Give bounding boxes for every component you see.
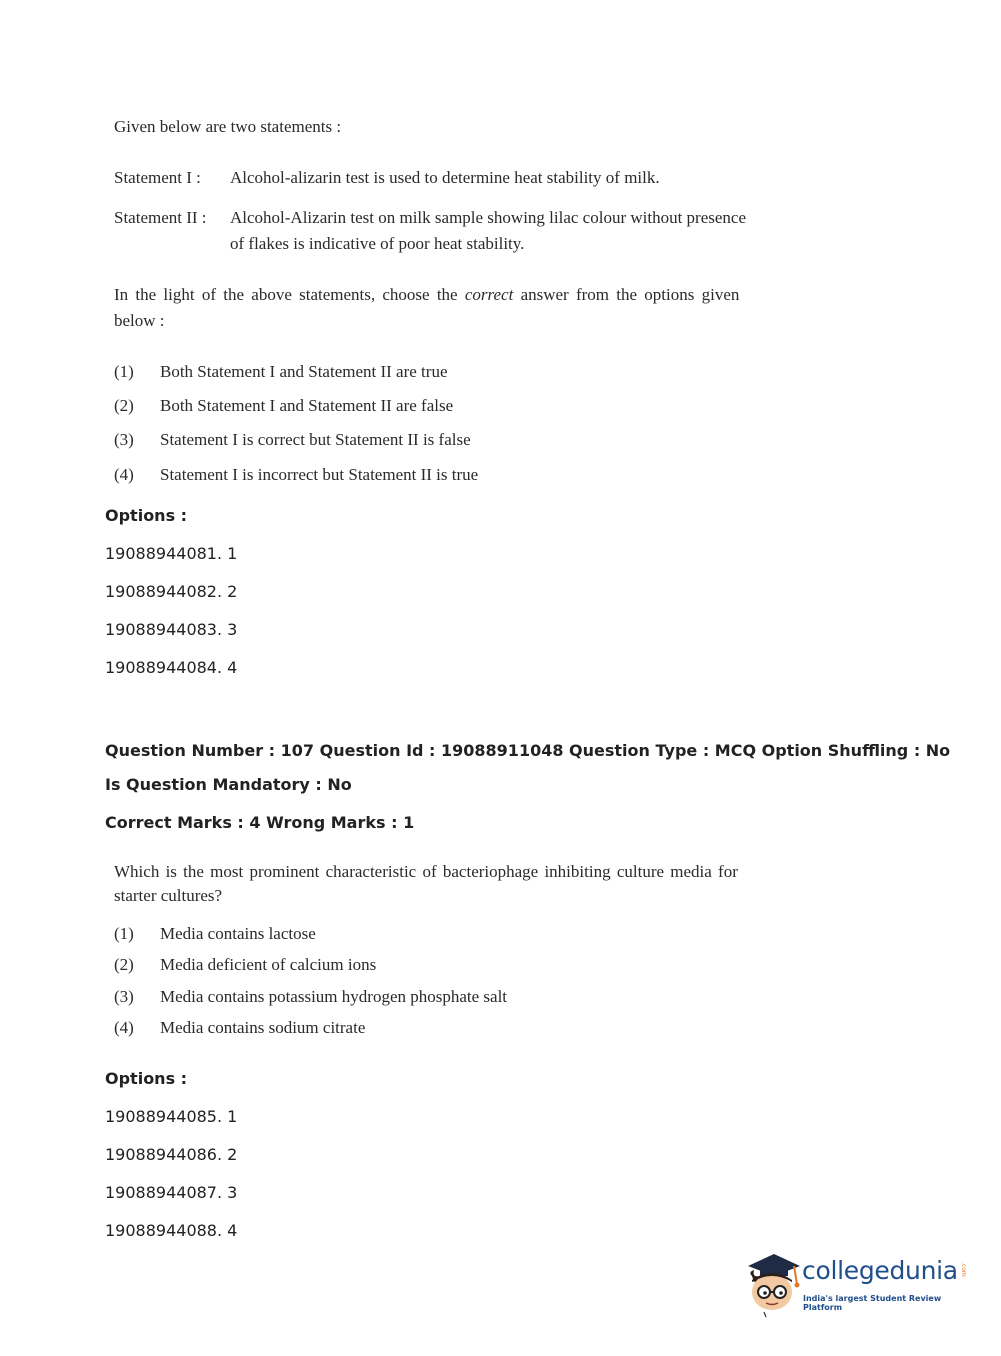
option-id-3: 19088944083. 3: [105, 620, 238, 639]
instruction-pre: In the light of the above statements, choose the: [114, 285, 465, 304]
logo-name: collegedunia: [802, 1256, 958, 1285]
choice-text: Statement I is incorrect but Statement II is true: [160, 465, 479, 484]
question-meta-line1: Question Number : 107 Question Id : 19088911048 Question Type : MCQ Option Shuffling : No: [105, 741, 951, 760]
choice-text: Media contains lactose: [160, 924, 316, 943]
option-id-6: 19088944086. 2: [105, 1145, 238, 1164]
question-meta-line2: Is Question Mandatory : No: [105, 775, 352, 794]
options-heading: Options :: [105, 506, 188, 525]
choice-4: [114, 1018, 365, 1038]
instruction-post: answer from the options given: [513, 285, 740, 304]
choice-3: [114, 987, 507, 1007]
statement1-label: Statement I :: [114, 168, 201, 187]
choice-text: Both Statement I and Statement II are false: [160, 396, 454, 415]
choice-number: (4): [114, 1018, 134, 1037]
statement1-text: Alcohol-alizarin test is used to determine heat stability of milk.: [230, 168, 660, 187]
choice-1: [114, 924, 316, 944]
option-id-7: 19088944087. 3: [105, 1183, 238, 1202]
statement2-label: Statement II :: [114, 208, 207, 227]
intro-text: Given below are two statements :: [114, 117, 342, 136]
question-text-line2: starter cultures?: [114, 886, 223, 905]
choice-number: (2): [114, 955, 134, 974]
choice-number: (1): [114, 362, 134, 381]
choice-1: [114, 362, 448, 382]
option-id-2: 19088944082. 2: [105, 582, 238, 601]
option-id-8: 19088944088. 4: [105, 1221, 238, 1240]
choice-text: Statement I is correct but Statement II is false: [160, 430, 471, 449]
logo-com: .com: [960, 1262, 967, 1277]
choice-number: (3): [114, 987, 134, 1006]
instruction-line2: below :: [114, 311, 165, 330]
choice-text: Both Statement I and Statement II are true: [160, 362, 448, 381]
options-heading: Options :: [105, 1069, 188, 1088]
choice-number: (3): [114, 430, 134, 449]
question-text-line1: Which is the most prominent characteristic of bacteriophage inhibiting culture media for: [114, 862, 738, 881]
statement2-text-line2: of flakes is indicative of poor heat stability.: [230, 234, 525, 253]
choice-2: [114, 955, 376, 975]
option-id-1: 19088944081. 1: [105, 544, 238, 563]
collegedunia-logo: [742, 1248, 972, 1318]
choice-text: Media contains potassium hydrogen phosphate salt: [160, 987, 508, 1006]
instruction-emph: correct: [464, 285, 514, 304]
logo-tagline: India's largest Student Review Platform: [803, 1294, 942, 1312]
statement2-text-line1: Alcohol-Alizarin test on milk sample showing lilac colour without presence: [230, 208, 747, 227]
mascot-icon: [742, 1248, 802, 1318]
choice-text: Media deficient of calcium ions: [160, 955, 377, 974]
option-id-4: 19088944084. 4: [105, 658, 238, 677]
question-marks: Correct Marks : 4 Wrong Marks : 1: [105, 813, 415, 832]
choice-3: [114, 430, 471, 450]
choice-number: (4): [114, 465, 134, 484]
choice-text: Media contains sodium citrate: [160, 1018, 366, 1037]
choice-4: [114, 465, 478, 485]
choice-number: (1): [114, 924, 134, 943]
option-id-5: 19088944085. 1: [105, 1107, 238, 1126]
instruction-line1: [114, 285, 739, 305]
choice-2: [114, 396, 453, 416]
choice-number: (2): [114, 396, 134, 415]
